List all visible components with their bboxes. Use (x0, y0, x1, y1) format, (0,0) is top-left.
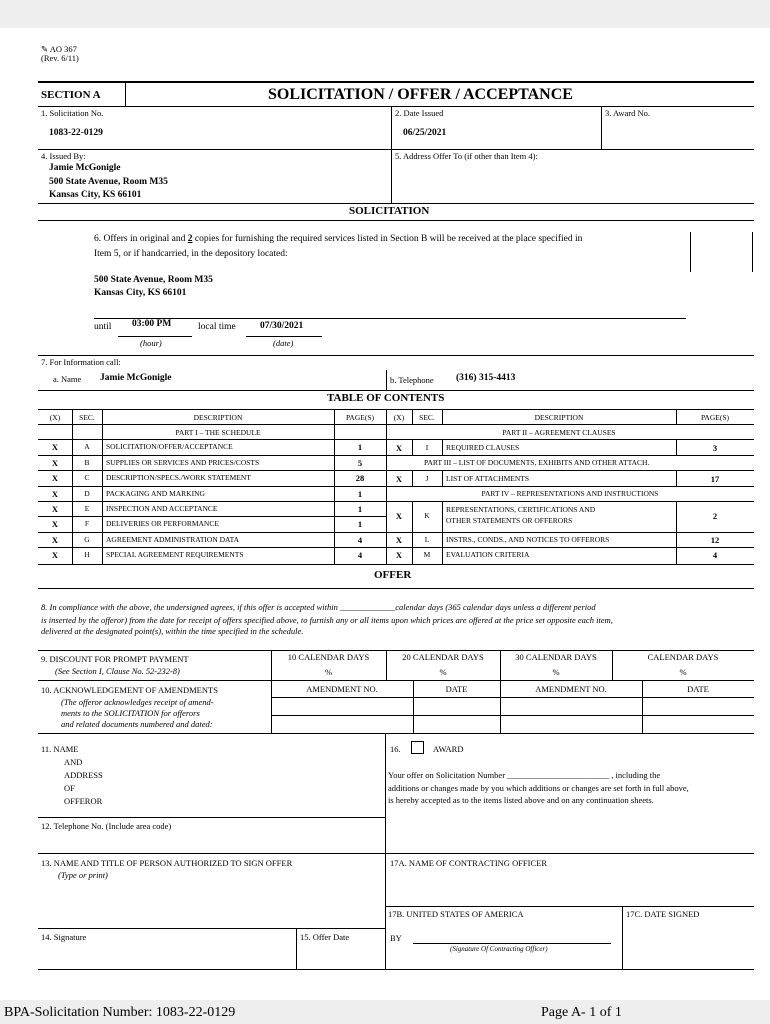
hour-caption: (hour) (140, 338, 162, 348)
rule (386, 532, 754, 533)
address-offer-label: 5. Address Offer To (if other than Item 4): (395, 151, 538, 161)
date-signed-label: 17C. DATE SIGNED (626, 909, 700, 919)
rule (386, 501, 754, 502)
amendments-sub: and related documents numbered and dated: (61, 719, 213, 729)
rule (38, 455, 386, 456)
date-issued-value: 06/25/2021 (403, 128, 447, 138)
contact-name: Jamie McGonigle (100, 373, 172, 383)
toc-desc: INSPECTION AND ACCEPTANCE (106, 504, 218, 513)
time-value: 03:00 PM (132, 319, 172, 329)
offer-date-label: 15. Offer Date (300, 932, 350, 942)
toc-desc: REPRESENTATIONS, CERTIFICATIONS AND (446, 505, 596, 514)
rule (385, 733, 386, 970)
footer-solicitation-number: BPA-Solicitation Number: 1083-22-0129 (4, 1005, 236, 1020)
item6-line2: Item 5, or if handcarried, in the depository located: (94, 249, 288, 259)
rule (386, 486, 754, 487)
toc-x-mark: X (51, 504, 59, 514)
discount-col-10: 10 CALENDAR DAYS (287, 652, 370, 662)
footer-page-number: Page A- 1 of 1 (541, 1005, 622, 1020)
toc-sec: I (425, 443, 429, 452)
discount-col-30: 30 CALENDAR DAYS (515, 652, 597, 662)
rule (442, 470, 443, 486)
toc-sec: E (84, 504, 90, 513)
section-label: SECTION A (41, 89, 101, 101)
item6-text: copies for furnishing the required services listed in Section B will be received at the place specified in (192, 234, 583, 244)
solicitation-no-value: 1083-22-0129 (49, 128, 103, 138)
award-text: Your offer on Solicitation Number ________________________ , including the (388, 770, 661, 780)
toc-desc: REQUIRED CLAUSES (446, 443, 520, 452)
toc-x-mark: X (51, 473, 59, 483)
toc-x-mark: X (395, 474, 403, 484)
rule (690, 232, 691, 272)
rule (38, 203, 754, 204)
toc-col-pages: PAGE(S) (345, 413, 375, 422)
toc-sec: M (423, 550, 431, 559)
toc-pages: 4 (357, 535, 363, 545)
rule (38, 532, 386, 533)
discount-pct: % (439, 667, 447, 677)
toc-desc: DESCRIPTION/SPECS./WORK STATEMENT (106, 473, 251, 482)
amendments-label: 10. ACKNOWLEDGEMENT OF AMENDMENTS (41, 685, 218, 695)
telephone-no-label: 12. Telephone No. (Include area code) (41, 821, 172, 831)
signature-caption: (Signature Of Contracting Officer) (450, 945, 548, 953)
local-time-label: local time (198, 322, 236, 332)
toc-desc: OTHER STATEMENTS OR OFFERORS (446, 516, 573, 525)
offer-heading: OFFER (374, 569, 412, 581)
toc-x-mark: X (395, 550, 403, 560)
toc-col-sec: SEC. (419, 413, 435, 422)
toc-pages: 12 (710, 535, 720, 545)
rule (752, 232, 753, 272)
amendment-no-header: AMENDMENT NO. (306, 684, 378, 694)
rule (246, 336, 322, 337)
item8-line: is inserted by the offeror) from the date for receipt of offers specified above, to furnish any or all items upon which prices are offered at the price set opposite each item, (41, 615, 613, 625)
award-text: is hereby accepted as to the items listed above and on any continuation sheets. (388, 795, 654, 805)
by-label: BY (390, 933, 402, 943)
toc-sec: H (84, 550, 90, 559)
discount-label: 9. DISCOUNT FOR PROMPT PAYMENT (41, 654, 189, 664)
rule (391, 106, 392, 204)
top-band (0, 0, 770, 28)
depository-line: Kansas City, KS 66101 (94, 288, 187, 298)
toc-pages: 1 (357, 442, 363, 452)
toc-sec: J (425, 474, 429, 483)
toc-pages: 2 (712, 511, 718, 521)
toc-x-mark: X (51, 535, 59, 545)
rule (386, 439, 754, 440)
toc-pages: 1 (357, 504, 363, 514)
rule (442, 439, 443, 455)
toc-x-mark: X (51, 519, 59, 529)
rule (296, 928, 297, 970)
rule (38, 733, 754, 734)
usa-label: 17B. UNITED STATES OF AMERICA (388, 909, 524, 919)
rule (38, 853, 754, 854)
rule (601, 106, 602, 149)
depository-line: 500 State Avenue, Room M35 (94, 275, 213, 285)
contracting-officer-label: 17A. NAME OF CONTRACTING OFFICER (390, 858, 548, 868)
pencil-icon: ✎ (41, 44, 49, 54)
rule (38, 106, 754, 107)
rule (386, 370, 387, 390)
discount-sub: (See Section I, Clause No. 52-232-8) (55, 666, 180, 676)
amendment-date-header: DATE (445, 684, 468, 694)
toc-x-mark: X (51, 489, 59, 499)
toc-pages: 4 (712, 550, 718, 560)
issued-by-label: 4. Issued By: (41, 151, 86, 161)
until-label: until (94, 322, 112, 332)
award-no-label: 3. Award No. (605, 108, 651, 118)
toc-sec: C (84, 473, 90, 482)
toc-x-mark: X (51, 550, 59, 560)
toc-pages: 1 (357, 519, 363, 529)
toc-sec: K (424, 511, 430, 520)
rule (38, 650, 754, 651)
rule (38, 81, 754, 83)
rule (38, 390, 754, 391)
toc-pages: 1 (357, 489, 363, 499)
toc-pages: 4 (357, 550, 363, 560)
award-number: 16. (390, 744, 401, 754)
rule (386, 547, 754, 548)
discount-pct: % (324, 667, 333, 677)
toc-col-x: (X) (393, 413, 405, 422)
toc-sec: G (84, 535, 90, 544)
toc-col-sec: SEC. (79, 413, 95, 422)
offeror-label: OF (64, 783, 75, 793)
toc-part-heading: PART I – THE SCHEDULE (175, 428, 261, 437)
rule (271, 715, 754, 716)
rule (385, 906, 754, 907)
offeror-label: ADDRESS (64, 770, 103, 780)
toc-sec: D (84, 489, 90, 498)
authorized-signer-sub: (Type or print) (58, 870, 108, 880)
authorized-signer-label: 13. NAME AND TITLE OF PERSON AUTHORIZED TO SIGN OFFER (41, 858, 293, 868)
rule (38, 486, 386, 487)
rule (125, 82, 126, 106)
amendments-sub: ments to the SOLICITATION for offerors (61, 708, 200, 718)
rule (38, 588, 754, 589)
award-checkbox[interactable] (411, 741, 424, 754)
toc-pages: 5 (357, 458, 363, 468)
rule (38, 501, 386, 502)
date-value: 07/30/2021 (260, 321, 304, 331)
toc-col-desc: DESCRIPTION (193, 413, 243, 422)
signature-label: 14. Signature (41, 932, 87, 942)
form-number-text: AO 367 (49, 44, 77, 54)
toc-desc: DELIVERIES OR PERFORMANCE (106, 519, 219, 528)
rule (38, 439, 386, 440)
toc-sec: A (84, 442, 90, 451)
date-issued-label: 2. Date Issued (395, 108, 444, 118)
discount-col-other: CALENDAR DAYS (647, 652, 719, 662)
telephone-label: b. Telephone (390, 375, 434, 385)
rule (622, 906, 623, 970)
toc-x-mark: X (395, 511, 403, 521)
rule (38, 928, 385, 929)
toc-sec: F (84, 519, 90, 528)
rule (38, 470, 386, 471)
contact-phone: (316) 315-4413 (456, 373, 516, 383)
toc-x-mark: X (51, 458, 59, 468)
toc-col-pages: PAGE(S) (700, 413, 730, 422)
toc-desc: SPECIAL AGREEMENT REQUIREMENTS (106, 550, 244, 559)
solicitation-heading: SOLICITATION (349, 205, 430, 217)
issued-by-line: 500 State Avenue, Room M35 (49, 177, 168, 187)
toc-col-desc: DESCRIPTION (534, 413, 584, 422)
toc-desc: AGREEMENT ADMINISTRATION DATA (106, 535, 240, 544)
toc-x-mark: X (51, 442, 59, 452)
form-revision: (Rev. 6/11) (41, 53, 79, 63)
item8-line: delivered at the designated point(s), within the time specified in the schedule. (41, 626, 304, 636)
rule (38, 355, 754, 356)
toc-pages: 3 (712, 443, 718, 453)
toc-col-x: (X) (49, 413, 61, 422)
rule (118, 336, 192, 337)
rule (38, 516, 386, 517)
amendment-date-header: DATE (687, 684, 709, 694)
toc-sec: B (84, 458, 90, 467)
amendments-sub: (The offeror acknowledges receipt of amend- (61, 697, 214, 707)
offeror-label: OFFEROR (64, 796, 103, 806)
rule (413, 943, 611, 944)
rule (38, 680, 754, 681)
award-text: additions or changes made by you which additions or changes are set forth in full above, (388, 783, 689, 793)
date-caption: (date) (273, 338, 294, 348)
rule (38, 817, 385, 818)
toc-desc: SOLICITATION/OFFER/ACCEPTANCE (106, 442, 233, 451)
rule (38, 969, 754, 970)
toc-desc: PACKAGING AND MARKING (106, 489, 205, 498)
toc-desc: SUPPLIES OR SERVICES AND PRICES/COSTS (106, 458, 260, 467)
rule (271, 697, 754, 698)
toc-sec: L (424, 535, 430, 544)
toc-desc: LIST OF ATTACHMENTS (446, 474, 530, 483)
rule (94, 318, 686, 319)
award-label: AWARD (433, 744, 464, 754)
discount-col-20: 20 CALENDAR DAYS (402, 652, 484, 662)
offeror-label: AND (64, 757, 83, 767)
name-label: a. Name (53, 374, 82, 384)
info-call-label: 7. For Information call: (41, 357, 121, 367)
rule (38, 424, 754, 425)
toc-x-mark: X (395, 535, 403, 545)
issued-by-line: Kansas City, KS 66101 (49, 190, 142, 200)
toc-heading: TABLE OF CONTENTS (327, 392, 445, 404)
item6-line1 (94, 234, 582, 244)
rule (38, 564, 754, 565)
toc-x-mark: X (395, 443, 403, 453)
toc-pages: 28 (355, 473, 365, 483)
toc-desc: EVALUATION CRITERIA (446, 550, 530, 559)
toc-part-heading: PART III – LIST OF DOCUMENTS, EXHIBITS AND OTHER ATTACH. (424, 458, 650, 467)
amendment-no-header: AMENDMENT NO. (535, 684, 607, 694)
rule (38, 220, 754, 221)
solicitation-no-label: 1. Solicitation No. (41, 108, 104, 118)
offeror-label: 11. NAME (41, 744, 79, 754)
copies-count: 2 (187, 234, 193, 244)
item8-line: 8. In compliance with the above, the undersigned agrees, if this offer is accepted within _____________calendar days (365 calendar days unless a different period (41, 602, 596, 612)
rule (38, 409, 754, 410)
issued-by-line: Jamie McGonigle (49, 163, 121, 173)
toc-part-heading: PART II – AGREEMENT CLAUSES (502, 428, 616, 437)
rule (386, 470, 754, 471)
toc-part-heading: PART IV – REPRESENTATIONS AND INSTRUCTIONS (481, 489, 659, 498)
rule (386, 455, 754, 456)
toc-pages: 17 (710, 474, 720, 484)
discount-pct: % (679, 667, 687, 677)
item6-text: 6. Offers in original and (94, 234, 188, 244)
rule (38, 547, 386, 548)
discount-pct: % (552, 667, 560, 677)
rule (38, 149, 754, 150)
toc-desc: INSTRS., CONDS., AND NOTICES TO OFFERORS (446, 535, 610, 544)
form-title: SOLICITATION / OFFER / ACCEPTANCE (268, 86, 573, 103)
